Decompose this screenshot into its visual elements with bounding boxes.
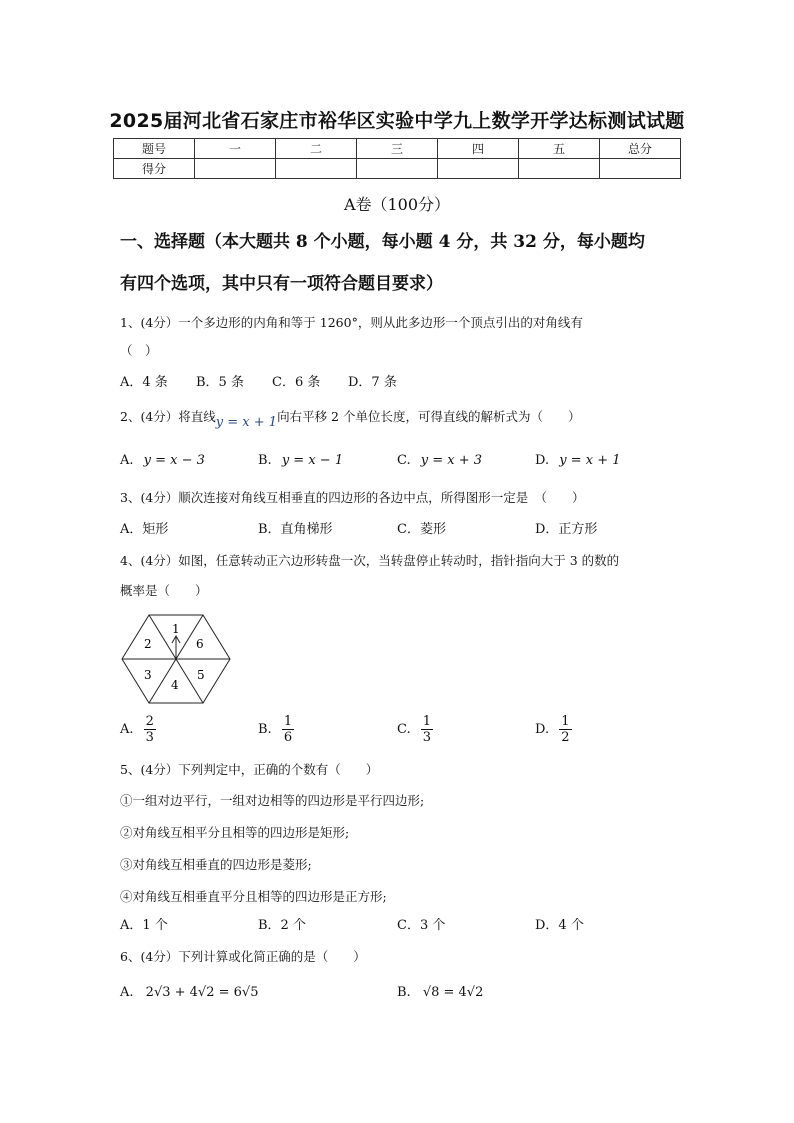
q2-option-label: A. [120, 453, 134, 468]
score-cell: 题号 [114, 139, 195, 159]
q2-option-formula: y = x + 3 [420, 453, 483, 468]
q2-option-c [397, 451, 482, 471]
fraction-denominator: 3 [145, 730, 154, 745]
q4-option-d [535, 714, 572, 745]
fraction-numerator: 1 [283, 714, 293, 729]
q6-option-b [397, 983, 483, 1003]
hex-label-1: 1 [172, 622, 180, 636]
score-cell [438, 159, 519, 179]
score-cell: 三 [357, 139, 438, 159]
section-title: A卷（100分） [343, 195, 451, 214]
q6-stem: 6、(4分）下列计算或化简正确的是（ ） [120, 949, 366, 964]
q5-option-c: C．3 个 [397, 918, 446, 933]
score-cell [195, 159, 276, 179]
hexagon-spinner-svg [120, 613, 232, 705]
q2-option-formula: y = x − 1 [281, 453, 344, 468]
fraction-denominator: 2 [561, 730, 570, 745]
q6-option-a [120, 983, 258, 1003]
q3-option-b: B．直角梯形 [258, 522, 333, 537]
q2-option-label: D. [535, 453, 550, 468]
score-table-header-row [114, 139, 681, 159]
score-table [113, 138, 681, 179]
fraction-denominator: 6 [283, 730, 293, 745]
q2-option-label: C. [397, 453, 411, 468]
q5-item-2: ②对角线互相平分且相等的四边形是矩形; [120, 825, 350, 840]
score-cell: 得分 [114, 159, 195, 179]
q3-option-c: C．菱形 [397, 522, 446, 537]
q5-option-a: A．1 个 [120, 918, 168, 933]
q4-stem2: 概率是（ ） [120, 583, 208, 598]
q2-stem [120, 407, 580, 428]
q2-stem-a: 2、(4分）将直线 [120, 409, 216, 424]
q4-option-label: C. [397, 722, 411, 737]
q5-item-4: ④对角线互相垂直平分且相等的四边形是正方形; [120, 889, 387, 904]
hex-label-2: 2 [144, 637, 152, 651]
q3-option-a: A．矩形 [120, 522, 169, 537]
q1-option-a: A．4 条 [120, 375, 168, 390]
score-cell [600, 159, 681, 179]
q4-option-label: B. [258, 722, 272, 737]
fraction-numerator: 1 [561, 714, 570, 729]
q4-option-a [120, 714, 156, 745]
section-heading-line1: 一、选择题（本大题共 8 个小题，每小题 4 分，共 32 分，每小题均 [120, 232, 645, 252]
q3-stem: 3、(4分）顺次连接对角线互相垂直的四边形的各边中点，所得图形一定是 （ ） [120, 490, 585, 505]
score-cell [276, 159, 357, 179]
q6-option-label: B. [397, 985, 411, 1000]
exam-title: 2025届河北省石家庄市裕华区实验中学九上数学开学达标测试试题 [109, 110, 685, 132]
fraction-denominator: 3 [422, 730, 432, 745]
score-cell: 二 [276, 139, 357, 159]
fraction [282, 714, 294, 745]
score-cell: 总分 [600, 139, 681, 159]
fraction [144, 714, 156, 745]
hex-label-3: 3 [144, 668, 152, 682]
fraction-numerator: 1 [422, 714, 432, 729]
q1-option-d: D．7 条 [348, 375, 397, 390]
q2-option-label: B. [258, 453, 272, 468]
q1-option-c: C．6 条 [272, 375, 321, 390]
q6-option-formula: 2√3 + 4√2 = 6√5 [145, 985, 259, 1000]
q6-option-label: A. [120, 985, 134, 1000]
q3-option-d: D．正方形 [535, 522, 598, 537]
score-cell: 四 [438, 139, 519, 159]
q6-option-formula: √8 = 4√2 [422, 985, 484, 1000]
fraction [559, 714, 571, 745]
q5-option-b: B．2 个 [258, 918, 306, 933]
q5-item-3: ③对角线互相垂直的四边形是菱形; [120, 857, 312, 872]
q2-option-a [120, 451, 205, 471]
q2-option-formula: y = x − 3 [143, 453, 205, 468]
q2-option-b [258, 451, 343, 471]
q4-option-b [258, 714, 294, 745]
q4-stem: 4、(4分）如图，任意转动正六边形转盘一次，当转盘停止转动时，指针指向大于 3 的数的 [120, 553, 620, 568]
q1-stem: 1、(4分）一个多边形的内角和等于 1260°，则从此多边形一个顶点引出的对角线有 [120, 315, 583, 330]
q4-option-label: D. [535, 722, 550, 737]
score-cell: 一 [195, 139, 276, 159]
q2-option-d [535, 451, 621, 471]
score-cell [357, 159, 438, 179]
hex-label-6: 6 [196, 637, 204, 651]
q1-paren: （ ） [120, 343, 158, 358]
q1-option-b: B．5 条 [196, 375, 244, 390]
q4-option-c [397, 714, 433, 745]
q2-stem-b: 向右平移 2 个单位长度，可得直线的解析式为（ ） [277, 409, 581, 424]
q4-option-label: A. [120, 722, 134, 737]
q5-option-d: D．4 个 [535, 918, 584, 933]
score-cell: 五 [519, 139, 600, 159]
score-cell [519, 159, 600, 179]
q5-stem: 5、(4分）下列判定中，正确的个数有（ ） [120, 762, 379, 777]
hex-label-5: 5 [197, 668, 205, 682]
q5-item-1: ①一组对边平行，一组对边相等的四边形是平行四边形; [120, 793, 425, 808]
fraction [421, 714, 433, 745]
section-heading-line2: 有四个选项，其中只有一项符合题目要求） [120, 274, 443, 294]
hex-label-4: 4 [171, 678, 179, 692]
score-table-score-row [114, 159, 681, 179]
q2-option-formula: y = x + 1 [559, 453, 621, 468]
fraction-numerator: 2 [145, 714, 154, 729]
hexagon-spinner-figure [120, 613, 232, 705]
q2-formula: y = x + 1 [215, 415, 278, 430]
